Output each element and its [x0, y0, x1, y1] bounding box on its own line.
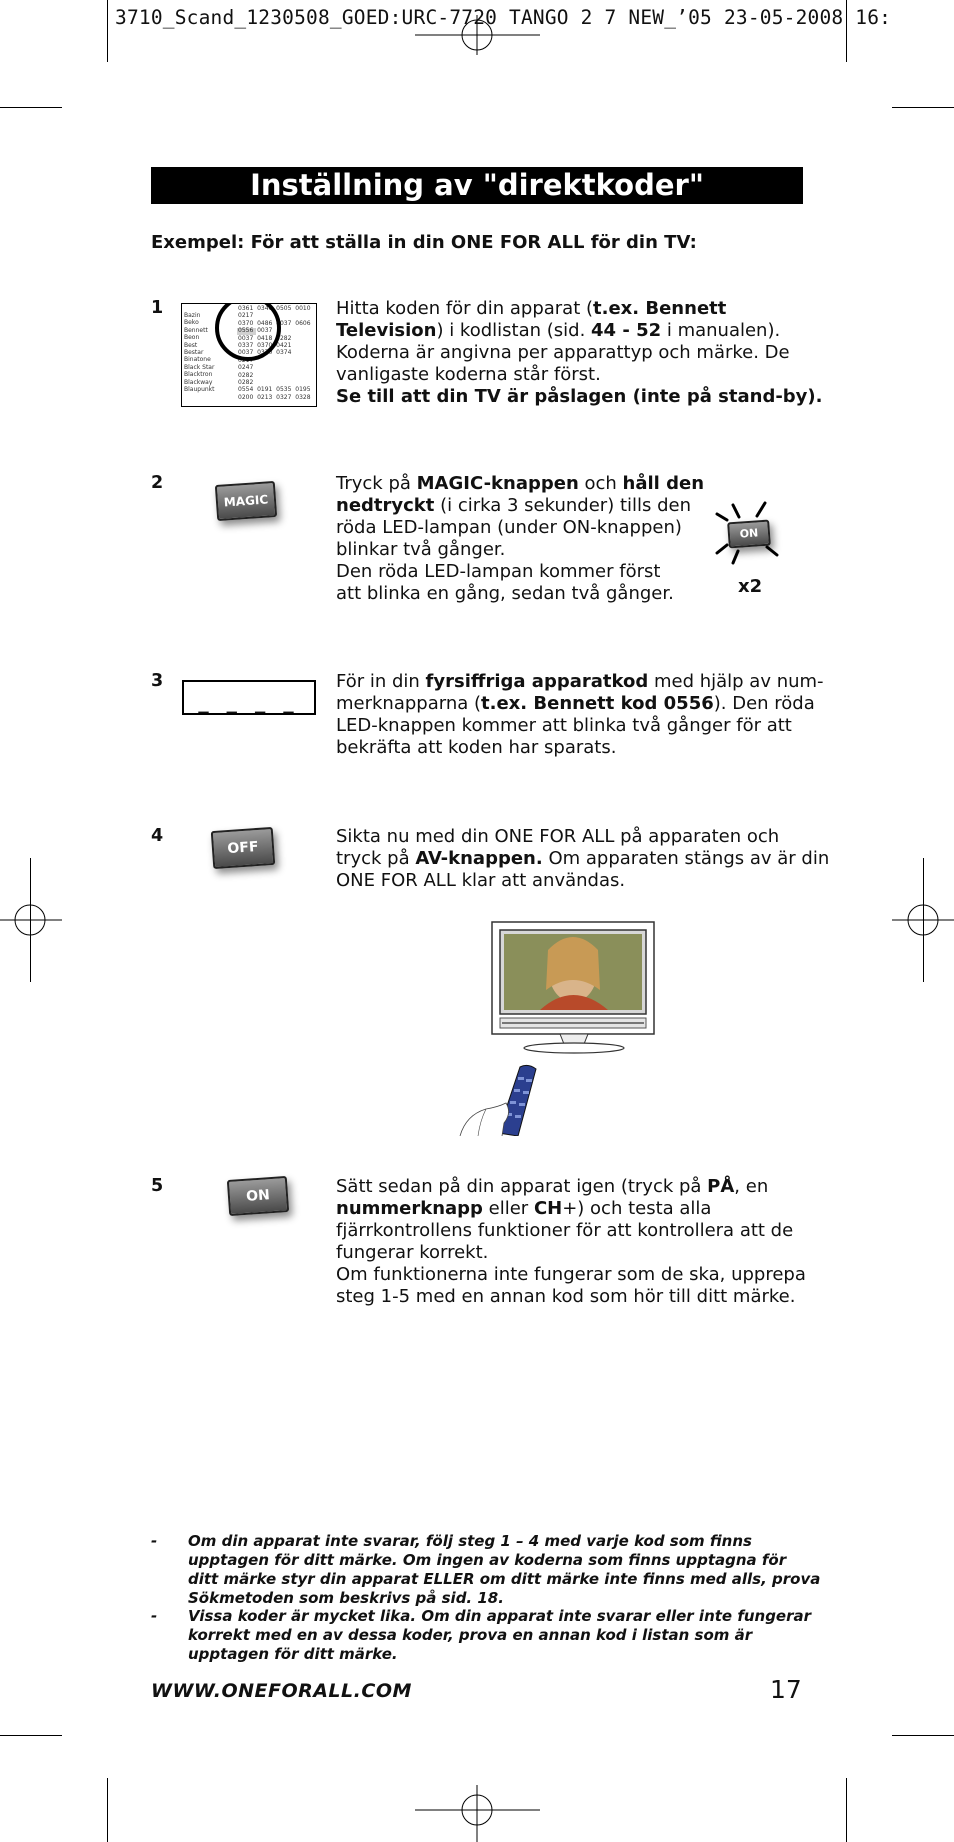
text-line — [336, 386, 823, 408]
website-url: WWW.ONEFORALL.COM — [151, 1680, 412, 1702]
code-row: 0282 — [238, 371, 254, 379]
code-row: 0037 0370 0374 — [238, 349, 292, 357]
bold-text: MAGIC-knappen — [416, 473, 579, 494]
text: För in din — [336, 671, 426, 692]
text: Hitta koden för din apparat ( — [336, 298, 594, 319]
magnifier-circle — [210, 303, 290, 376]
footnote — [151, 1532, 841, 1612]
text: (i cirka 3 sekunder) tills den — [434, 495, 692, 516]
bold-text: t.ex. Bennett — [593, 298, 727, 319]
text-line — [336, 715, 806, 737]
text-line — [336, 539, 706, 561]
code-row: 0370 0486 0037 0606 — [238, 319, 311, 327]
crop-mark — [892, 1735, 954, 1736]
text-line — [336, 298, 806, 320]
bold-text: håll den — [622, 473, 705, 494]
code-row: 0247 — [238, 364, 254, 372]
code-list-excerpt — [181, 303, 317, 407]
bold-text: fyrsiffriga apparatkod — [425, 671, 649, 692]
text: Tryck på — [336, 473, 417, 494]
text: Den röda LED-lampan kommer först — [336, 561, 661, 582]
brand-name: Beko — [184, 319, 199, 327]
text: och — [578, 473, 623, 494]
bold-text: t.ex. Bennett kod 0556 — [481, 693, 714, 714]
text: blinkar två gånger. — [336, 539, 506, 560]
code-row: 0361 0346 0505 0010 — [238, 305, 311, 312]
step-number: 1 — [151, 298, 164, 318]
off-button-illustration: OFF — [211, 827, 275, 869]
text-line — [336, 473, 706, 495]
brand-name: Best — [184, 341, 198, 349]
brand-name: Blacktron — [184, 371, 213, 379]
on-button-illustration: ON — [727, 520, 771, 549]
text-line — [336, 693, 815, 715]
text: steg 1-5 med en annan kod som hör till ditt märke. — [336, 1286, 796, 1307]
page-title: Inställning av "direktkoder" — [151, 167, 803, 204]
bold-text: nummerknapp — [336, 1198, 483, 1219]
text-line — [336, 583, 706, 605]
text: vanligaste koderna står först. — [336, 364, 601, 385]
remote-in-hand-illustration — [458, 1063, 548, 1136]
tv-illustration — [490, 920, 658, 1054]
text-line — [336, 848, 830, 870]
crop-mark — [0, 107, 62, 108]
text-line — [336, 1242, 806, 1264]
step-number: 2 — [151, 473, 164, 493]
bold-text: Se till att din TV är påslagen (inte på stand-by). — [336, 386, 823, 407]
brand-name: Blaupunkt — [184, 386, 215, 393]
text-line — [336, 1220, 806, 1242]
step-text — [336, 473, 706, 605]
footnote-line: Vissa koder är mycket lika. Om din apparat inte svarar eller inte fungerar — [188, 1607, 812, 1625]
code-row: 0556 0037 — [238, 327, 273, 335]
footnote-line: upptagen för ditt märke. — [188, 1645, 398, 1663]
text: fjärrkontrollens funktioner för att kontrollera att de — [336, 1220, 794, 1241]
footnote-line: Om din apparat inte svarar, följ steg 1 – 4 med varje kod som finns — [188, 1532, 752, 1550]
text: att blinka en gång, sedan två gånger. — [336, 583, 674, 604]
registration-mark-bottom — [415, 1785, 540, 1842]
text: fungerar korrekt. — [336, 1242, 489, 1263]
text-line — [336, 870, 806, 892]
text: Om funktionerna inte fungerar som de ska, upprepa — [336, 1264, 806, 1285]
text-line — [336, 1176, 806, 1198]
text: Sätt sedan på din apparat igen (tryck på — [336, 1176, 708, 1197]
text: Koderna är angivna per apparattyp och märke. De — [336, 342, 790, 363]
text: ) i kodlistan (sid. — [436, 320, 592, 341]
code-row: 0217 — [238, 312, 254, 320]
bold-text: AV-knappen. — [415, 848, 543, 869]
text: tryck på — [336, 848, 416, 869]
bold-text: 44 - 52 — [591, 320, 662, 341]
code-row: 0282 — [238, 379, 254, 386]
text: röda LED-lampan (under ON-knappen) — [336, 517, 682, 538]
text: ). Den röda — [713, 693, 815, 714]
text-line — [336, 364, 806, 386]
crop-mark — [107, 0, 108, 62]
brand-name: Blackway — [184, 378, 213, 386]
code-row: 0337 0370 0421 — [238, 342, 292, 349]
code-entry-box: _ _ _ _ — [182, 680, 316, 715]
bold-text: nedtryckt — [336, 495, 435, 516]
crop-mark — [0, 1735, 62, 1736]
text: merknapparna ( — [336, 693, 482, 714]
crop-mark — [107, 1778, 108, 1842]
code-row: 0200 0213 0327 0328 — [238, 393, 311, 401]
brand-name: Binatone — [184, 356, 211, 364]
print-slug: 3710_Scand_1230508_GOED:URC-7720 TANGO 2 7 NEW_’05 23-05-2008 16: — [115, 6, 892, 29]
footnote-text — [188, 1532, 838, 1608]
text-line — [336, 737, 806, 759]
text: +) och testa alla — [562, 1198, 712, 1219]
text: med hjälp av num- — [648, 671, 824, 692]
crop-mark — [892, 107, 954, 108]
text-line — [336, 495, 706, 517]
footnote-line: ditt märke styr din apparat ELLER om ditt märke inte finns med alls, prova — [188, 1570, 821, 1588]
intro-text: Exempel: För att ställa in din ONE FOR ALL för din TV: — [151, 232, 697, 253]
footnote — [151, 1607, 841, 1667]
on-button-illustration: ON — [227, 1176, 289, 1216]
text-line — [336, 1286, 806, 1308]
text: , en — [734, 1176, 769, 1197]
footnote-line: korrekt med en av dessa koder, prova en annan kod i listan som är — [188, 1626, 753, 1644]
text-line — [336, 826, 806, 848]
page-number: 17 — [770, 1675, 802, 1704]
step-text — [336, 298, 823, 408]
text: Sikta nu med din ONE FOR ALL på apparaten och — [336, 826, 780, 847]
text: ONE FOR ALL klar att användas. — [336, 870, 626, 891]
blink-count-label: x2 — [738, 576, 763, 597]
registration-mark-left — [0, 880, 62, 960]
text: LED-knappen kommer att blinka två gånger för att — [336, 715, 792, 736]
step-number: 3 — [151, 671, 164, 691]
registration-mark-right — [892, 880, 954, 960]
step-text — [336, 1176, 806, 1308]
brand-name: Bazin — [184, 312, 201, 319]
bold-text: PÅ — [707, 1176, 735, 1197]
text-line — [336, 671, 824, 693]
footnote-text — [188, 1607, 838, 1664]
footnote-line: upptagen för ditt märke. Om ingen av koderna som finns upptagna för — [188, 1551, 787, 1569]
text-line — [336, 517, 706, 539]
footnote-line: Sökmetoden som beskrivs på sid. 18. — [188, 1589, 504, 1607]
crop-mark — [846, 1778, 847, 1842]
step-number: 4 — [151, 826, 164, 846]
code-row: 0217 — [238, 356, 254, 364]
brand-name: Bennett — [184, 326, 208, 334]
step-text — [336, 671, 824, 759]
text-line — [336, 561, 706, 583]
bold-text: CH — [533, 1198, 563, 1219]
code-row: 0037 0418 0282 — [238, 334, 292, 342]
brand-name: Bestar — [184, 349, 204, 356]
text: Om apparaten stängs av är din — [542, 848, 830, 869]
text: eller — [482, 1198, 534, 1219]
text-line — [336, 1198, 806, 1220]
step-text — [336, 826, 830, 892]
text: i manualen). — [661, 320, 781, 341]
text: bekräfta att koden har sparats. — [336, 737, 617, 758]
bullet-dash: - — [151, 1607, 158, 1625]
brand-name: Black Star — [184, 363, 215, 371]
brand-name: Beon — [184, 334, 200, 342]
bold-text: Television — [336, 320, 437, 341]
magic-button-illustration: MAGIC — [215, 481, 277, 521]
bullet-dash: - — [151, 1532, 158, 1550]
text-line — [336, 320, 806, 342]
code-row: 0554 0191 0535 0195 — [238, 386, 311, 394]
step-number: 5 — [151, 1176, 164, 1196]
text-line — [336, 1264, 806, 1286]
text-line — [336, 342, 806, 364]
